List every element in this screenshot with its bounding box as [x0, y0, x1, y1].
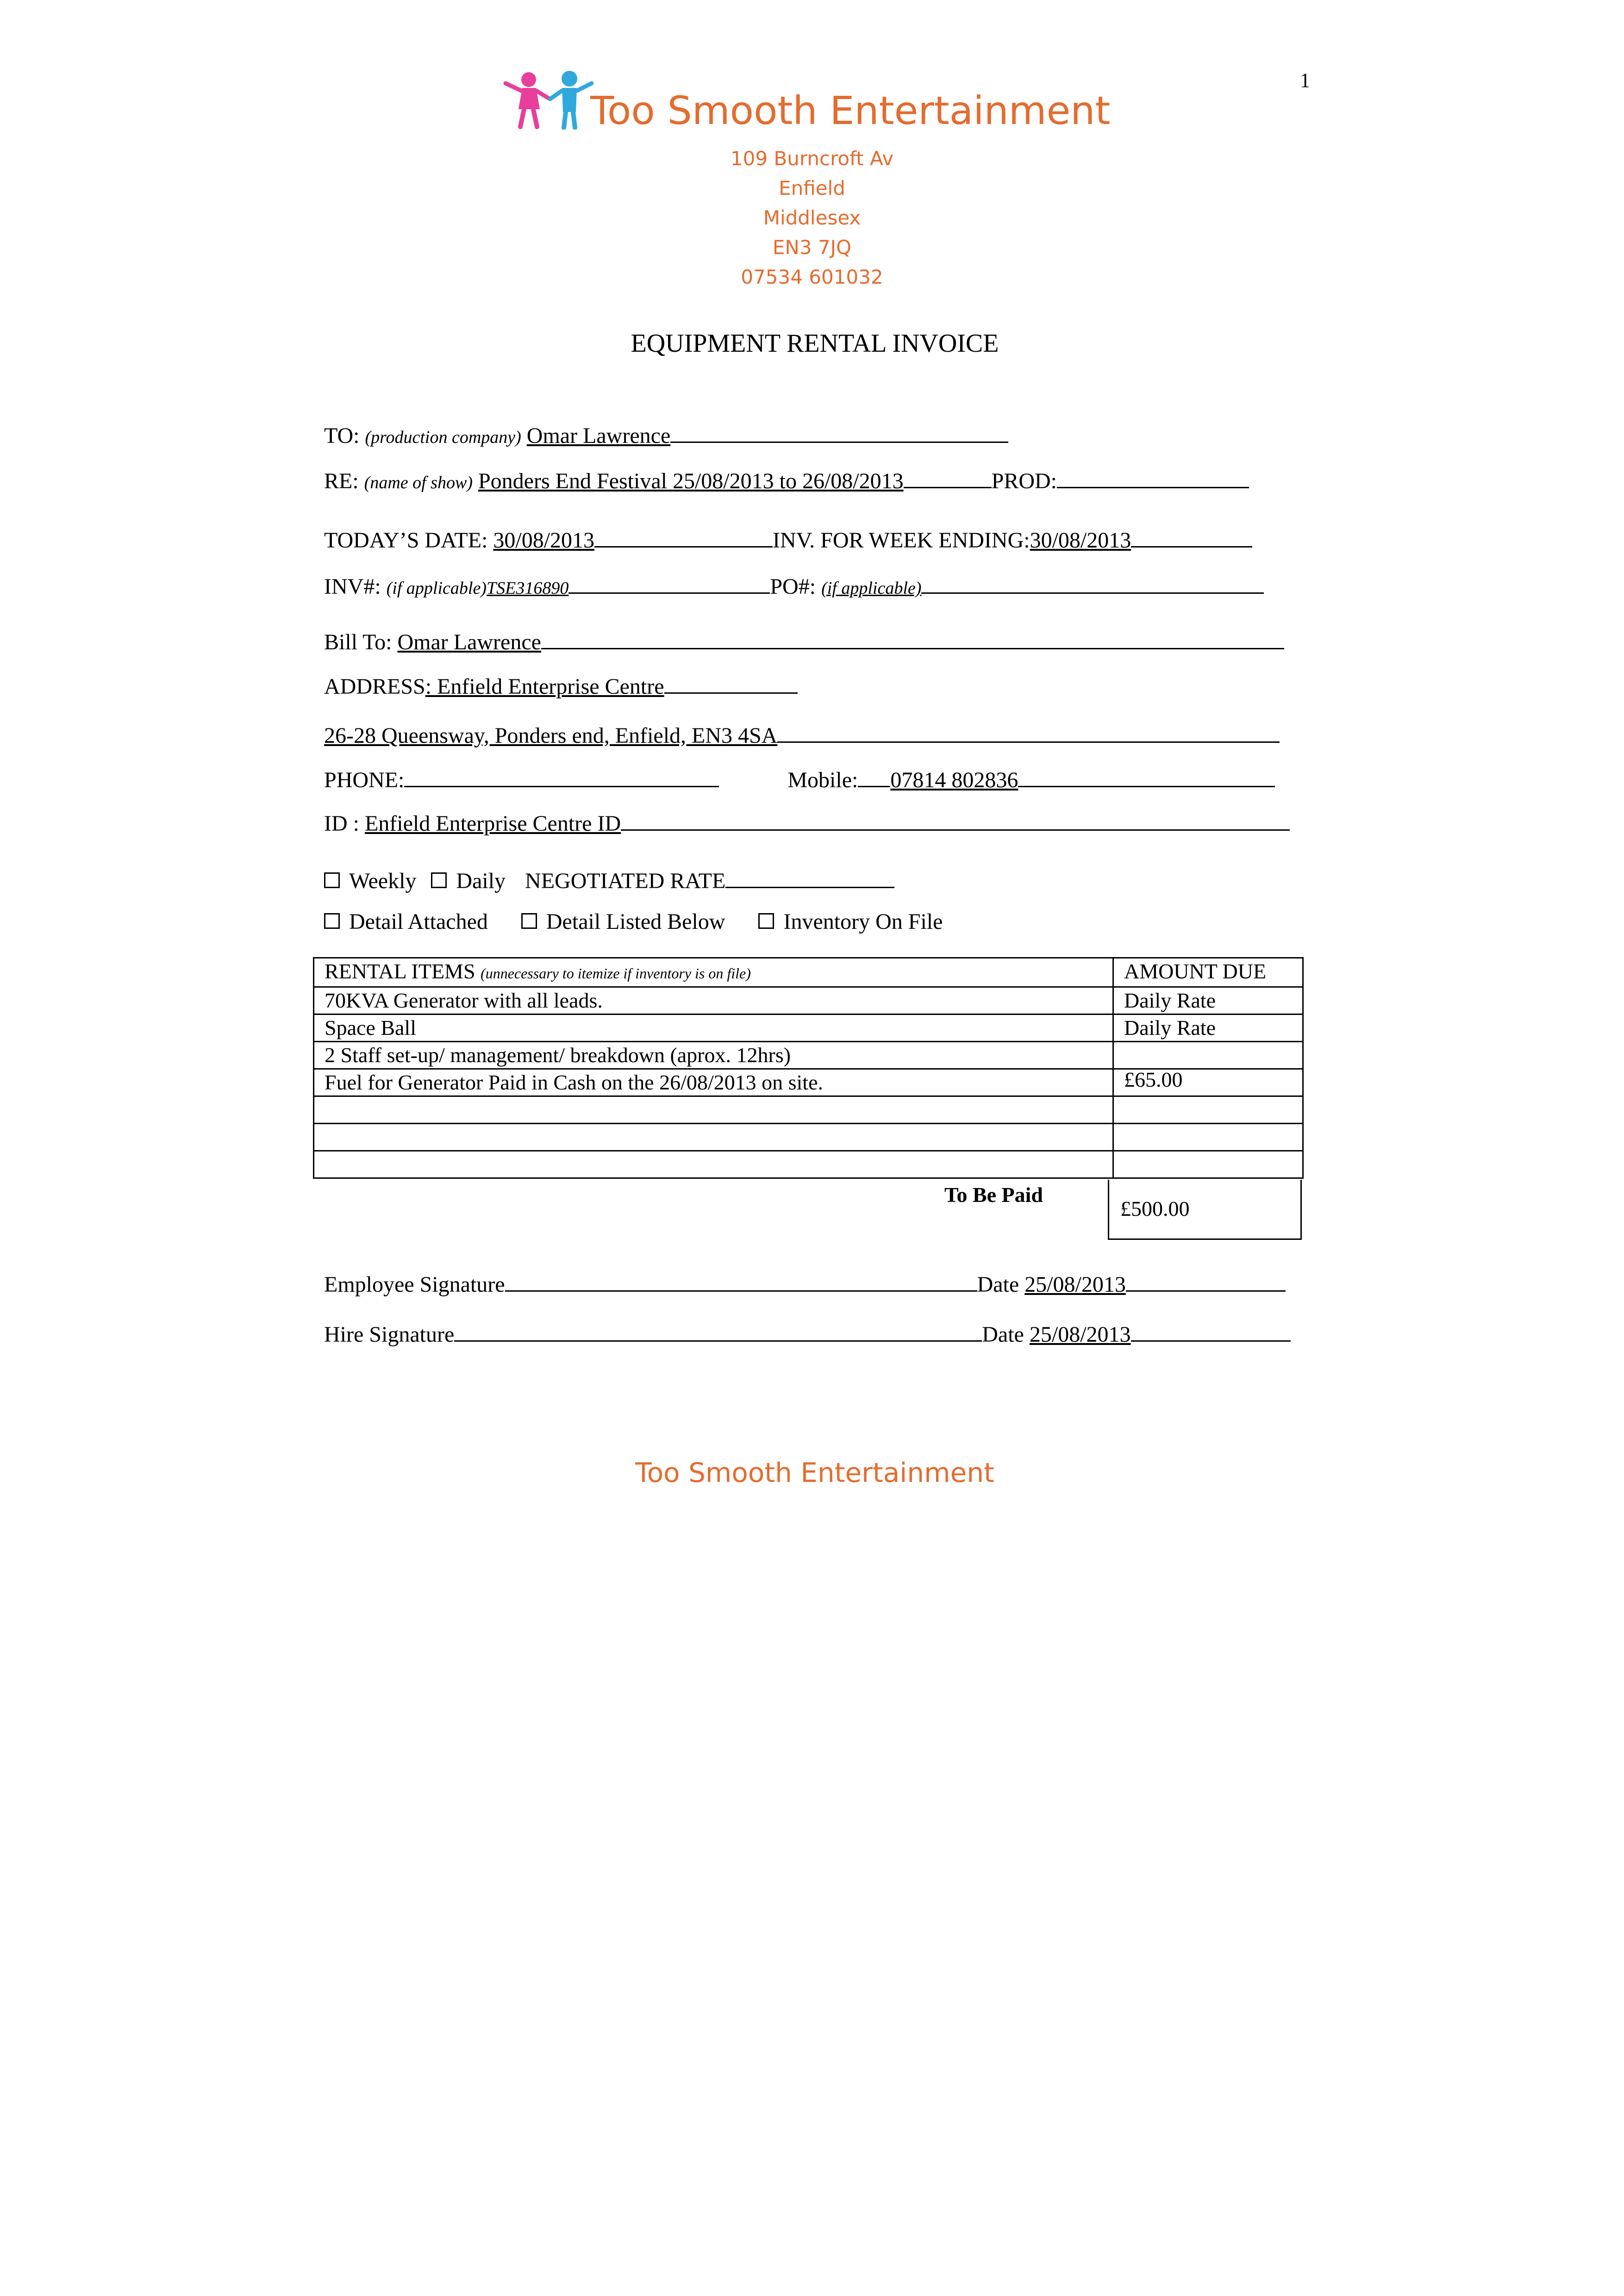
item-cell[interactable]: 2 Staff set-up/ management/ breakdown (aprox. 12hrs)	[314, 1042, 1113, 1069]
inv-label: INV#:	[324, 574, 381, 599]
amount-header: AMOUNT DUE	[1113, 958, 1303, 987]
table-header-row	[314, 958, 1303, 987]
table-row	[314, 1042, 1303, 1069]
footer-company: Too Smooth Entertainment	[635, 1457, 994, 1488]
item-cell[interactable]	[314, 1096, 1113, 1124]
date-fill-line	[594, 528, 773, 548]
employee-signature-field[interactable]	[505, 1272, 977, 1292]
table-row	[314, 987, 1303, 1014]
id-label: ID :	[324, 811, 359, 836]
detail-below-checkbox[interactable]	[521, 913, 537, 929]
detail-attached-checkbox[interactable]	[324, 913, 340, 929]
weekly-checkbox[interactable]	[324, 872, 340, 888]
week-fill-line	[1131, 528, 1252, 548]
weekly-label: Weekly	[349, 869, 417, 893]
rental-items-table	[313, 957, 1304, 1179]
items-header-cell	[314, 958, 1113, 987]
bill-fill-line	[541, 629, 1284, 649]
hire-signature-label: Hire Signature	[324, 1322, 455, 1347]
to-row	[324, 423, 1305, 451]
mobile-value[interactable]: 07814 802836	[890, 768, 1018, 792]
employee-signature-label: Employee Signature	[324, 1272, 505, 1297]
inventory-label: Inventory On File	[783, 909, 943, 934]
daily-checkbox[interactable]	[431, 872, 447, 888]
page-number: 1	[1300, 69, 1310, 92]
item-cell[interactable]: Fuel for Generator Paid in Cash on the 26/08/2013 on site.	[314, 1069, 1113, 1096]
hire-date-label: Date	[982, 1322, 1024, 1347]
table-row	[314, 1069, 1303, 1096]
hire-signature-field[interactable]	[454, 1322, 982, 1342]
items-header-hint: (unnecessary to itemize if inventory is on file)	[481, 965, 751, 982]
po-label: PO#:	[770, 574, 816, 599]
document-title: EQUIPMENT RENTAL INVOICE	[631, 329, 999, 358]
id-value[interactable]: Enfield Enterprise Centre ID	[364, 811, 621, 836]
amount-cell[interactable]: £65.00	[1113, 1069, 1303, 1096]
address-line2-fill	[777, 723, 1280, 743]
amount-cell[interactable]	[1113, 1042, 1303, 1069]
inv-value[interactable]: TSE316890	[487, 579, 569, 598]
table-row	[314, 1151, 1303, 1178]
company-name: Too Smooth Entertainment	[590, 88, 1111, 133]
hire-date-fill	[1131, 1322, 1291, 1342]
to-label: TO:	[324, 423, 360, 448]
item-cell[interactable]: Space Ball	[314, 1014, 1113, 1042]
address-phone: 07534 601032	[741, 266, 883, 288]
item-cell[interactable]	[314, 1124, 1113, 1151]
po-field[interactable]	[921, 574, 1264, 594]
amount-cell[interactable]: Daily Rate	[1113, 987, 1303, 1014]
date-row	[324, 528, 1305, 555]
amount-cell[interactable]	[1113, 1124, 1303, 1151]
id-fill-line	[621, 811, 1290, 831]
week-label: INV. FOR WEEK ENDING:	[773, 528, 1030, 553]
bill-value[interactable]: Omar Lawrence	[397, 630, 541, 654]
hire-date-value[interactable]: 25/08/2013	[1029, 1322, 1131, 1347]
table-row	[314, 1124, 1303, 1151]
amount-cell[interactable]: Daily Rate	[1113, 1014, 1303, 1042]
children-logo-icon	[500, 69, 597, 130]
phone-field[interactable]	[404, 767, 719, 787]
address-line2[interactable]: 26-28 Queensway, Ponders end, Enfield, EN3 4SA	[324, 723, 778, 748]
items-header: RENTAL ITEMS	[325, 959, 475, 983]
to-value[interactable]: Omar Lawrence	[526, 423, 671, 448]
item-cell[interactable]: 70KVA Generator with all leads.	[314, 987, 1113, 1014]
bill-label: Bill To:	[324, 630, 392, 654]
employee-signature-row	[324, 1272, 1305, 1300]
negotiated-field[interactable]	[725, 868, 894, 888]
to-fill-line	[670, 423, 1008, 443]
inv-hint: (if applicable)	[386, 579, 487, 598]
week-value[interactable]: 30/08/2013	[1030, 528, 1131, 553]
table-row	[314, 1014, 1303, 1042]
re-hint: (name of show)	[364, 473, 473, 492]
address-fill-line	[664, 674, 798, 694]
re-label: RE:	[324, 469, 359, 493]
detail-below-label: Detail Listed Below	[546, 909, 725, 934]
inv-fill-line	[568, 574, 770, 594]
detail-attached-label: Detail Attached	[349, 909, 488, 934]
employee-date-value[interactable]: 25/08/2013	[1024, 1272, 1126, 1297]
daily-label: Daily	[456, 869, 506, 893]
inv-row	[324, 574, 1305, 602]
employee-date-fill	[1126, 1272, 1286, 1292]
to-hint: (production company)	[365, 428, 521, 447]
mobile-fill-line	[1018, 767, 1275, 787]
amount-cell[interactable]	[1113, 1151, 1303, 1178]
total-label: To Be Paid	[944, 1183, 1043, 1207]
address-line-2: Enfield	[779, 177, 845, 199]
detail-options-row	[324, 909, 1305, 937]
employee-date-label: Date	[977, 1272, 1019, 1297]
id-row	[324, 811, 1305, 839]
date-value[interactable]: 30/08/2013	[493, 528, 595, 553]
re-row	[324, 468, 1305, 496]
re-value[interactable]: Ponders End Festival 25/08/2013 to 26/08/2013	[478, 469, 904, 493]
address-line-1: 109 Burncroft Av	[730, 147, 894, 170]
address-line-3: Middlesex	[763, 206, 861, 229]
mobile-label: Mobile:	[787, 768, 858, 792]
date-label: TODAY’S DATE:	[324, 528, 488, 553]
bill-row	[324, 629, 1305, 657]
prod-field[interactable]	[1057, 468, 1249, 488]
address-row	[324, 674, 1305, 702]
prod-label: PROD:	[991, 469, 1057, 493]
table-row	[314, 1096, 1303, 1124]
item-cell[interactable]	[314, 1151, 1113, 1178]
address-line-4: EN3 7JQ	[772, 236, 852, 259]
mobile-pre-fill	[858, 767, 890, 787]
re-fill-line	[904, 468, 992, 488]
address-label: ADDRESS	[324, 674, 425, 699]
phone-label: PHONE:	[324, 768, 405, 792]
address-line2-row	[324, 723, 1305, 751]
inventory-checkbox[interactable]	[758, 913, 774, 929]
po-hint: (if applicable)	[821, 579, 922, 598]
amount-cell[interactable]	[1113, 1096, 1303, 1124]
negotiated-label: NEGOTIATED RATE	[525, 869, 726, 893]
hire-signature-row	[324, 1322, 1305, 1350]
total-value[interactable]: £500.00	[1108, 1180, 1302, 1240]
address-value[interactable]: : Enfield Enterprise Centre	[425, 674, 664, 699]
rate-options-row	[324, 868, 1305, 896]
phone-row	[324, 767, 1305, 795]
